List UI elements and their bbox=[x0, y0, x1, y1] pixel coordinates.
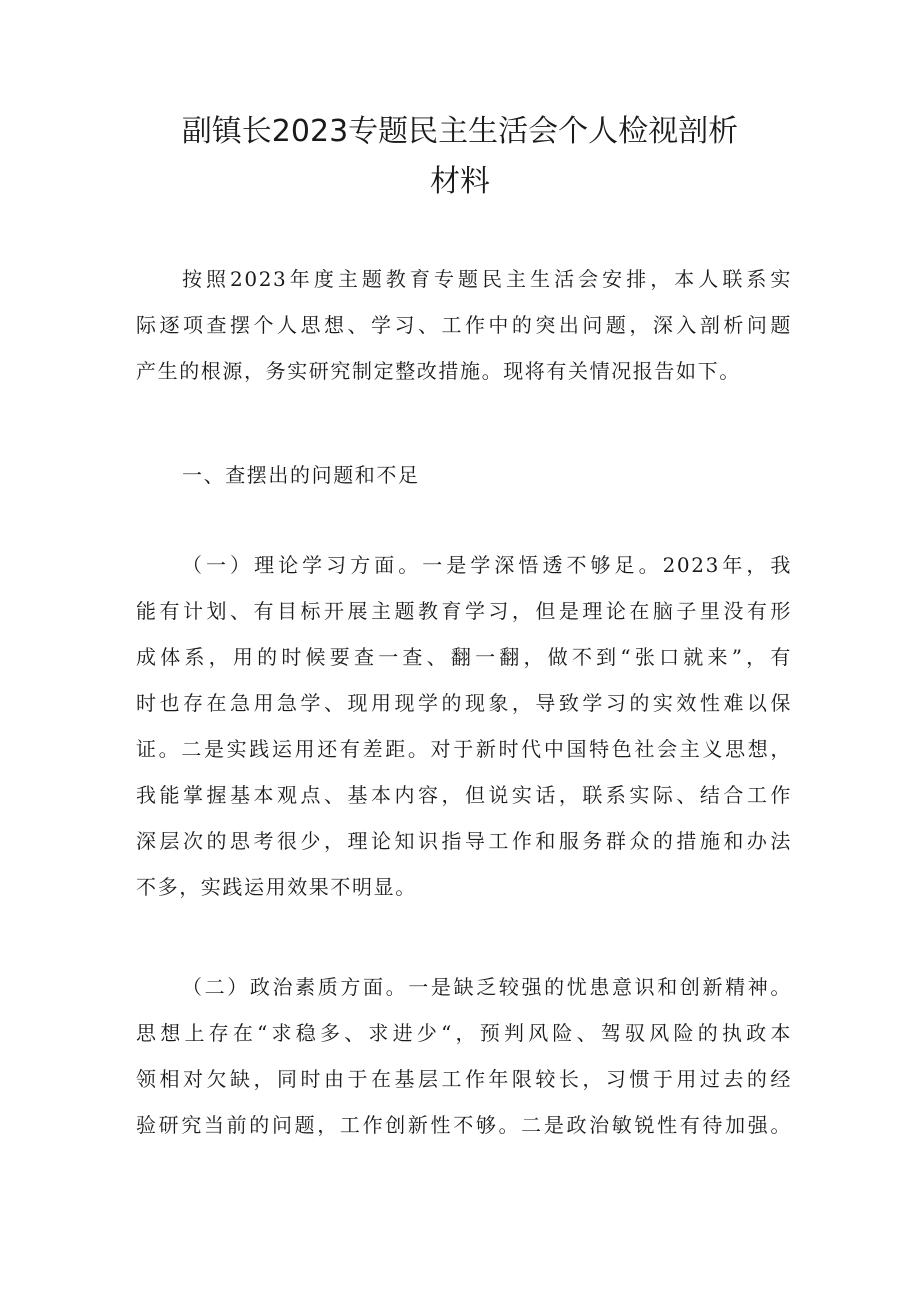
intro-line: 际逐项查摆个人思想、学习、工作中的突出问题，深入剖析问题 bbox=[136, 313, 792, 337]
intro-line: 产生的根源，务实研究制定整改措施。现将有关情况报告如下。 bbox=[136, 359, 741, 383]
intro-line: 按照2023年度主题教育专题民主生活会安排，本人联系实 bbox=[182, 267, 792, 291]
paragraph-line: 领相对欠缺，同时由于在基层工作年限较长，习惯于用过去的经 bbox=[136, 1067, 792, 1091]
political-quality-paragraph bbox=[136, 964, 792, 1148]
paragraph-line: 深层次的思考很少，理论知识指导工作和服务群众的措施和办法 bbox=[136, 829, 792, 853]
paragraph-line: 能有计划、有目标开展主题教育学习，但是理论在脑子里没有形 bbox=[136, 599, 792, 623]
paragraph-line: 时也存在急用急学、现用现学的现象，导致学习的实效性难以保 bbox=[136, 691, 792, 715]
paragraph-line: （一）理论学习方面。一是学深悟透不够足。2023年，我 bbox=[182, 553, 792, 577]
section-heading: 一、查摆出的问题和不足 bbox=[182, 463, 420, 487]
paragraph-line: 成体系，用的时候要查一查、翻一翻，做不到“张口就来”，有 bbox=[136, 645, 792, 669]
paragraph-line: 验研究当前的问题，工作创新性不够。二是政治敏锐性有待加强。 bbox=[136, 1113, 792, 1137]
paragraph-line: 思想上存在“求稳多、求进少“，预判风险、驾驭风险的执政本 bbox=[136, 1021, 792, 1045]
paragraph-line: 证。二是实践运用还有差距。对于新时代中国特色社会主义思想， bbox=[136, 737, 792, 761]
intro-paragraph bbox=[136, 256, 792, 394]
paragraph-line: 我能掌握基本观点、基本内容，但说实话，联系实际、结合工作 bbox=[136, 783, 792, 807]
paragraph-line: 不多，实践运用效果不明显。 bbox=[136, 875, 417, 899]
document-title-line-1: 副镇长2023专题民主生活会个人检视剖析 bbox=[181, 114, 739, 149]
paragraph-line: （二）政治素质方面。一是缺乏较强的忧患意识和创新精神。 bbox=[182, 975, 792, 999]
theory-study-paragraph bbox=[136, 542, 792, 910]
document-title-line-2: 材料 bbox=[430, 164, 490, 199]
